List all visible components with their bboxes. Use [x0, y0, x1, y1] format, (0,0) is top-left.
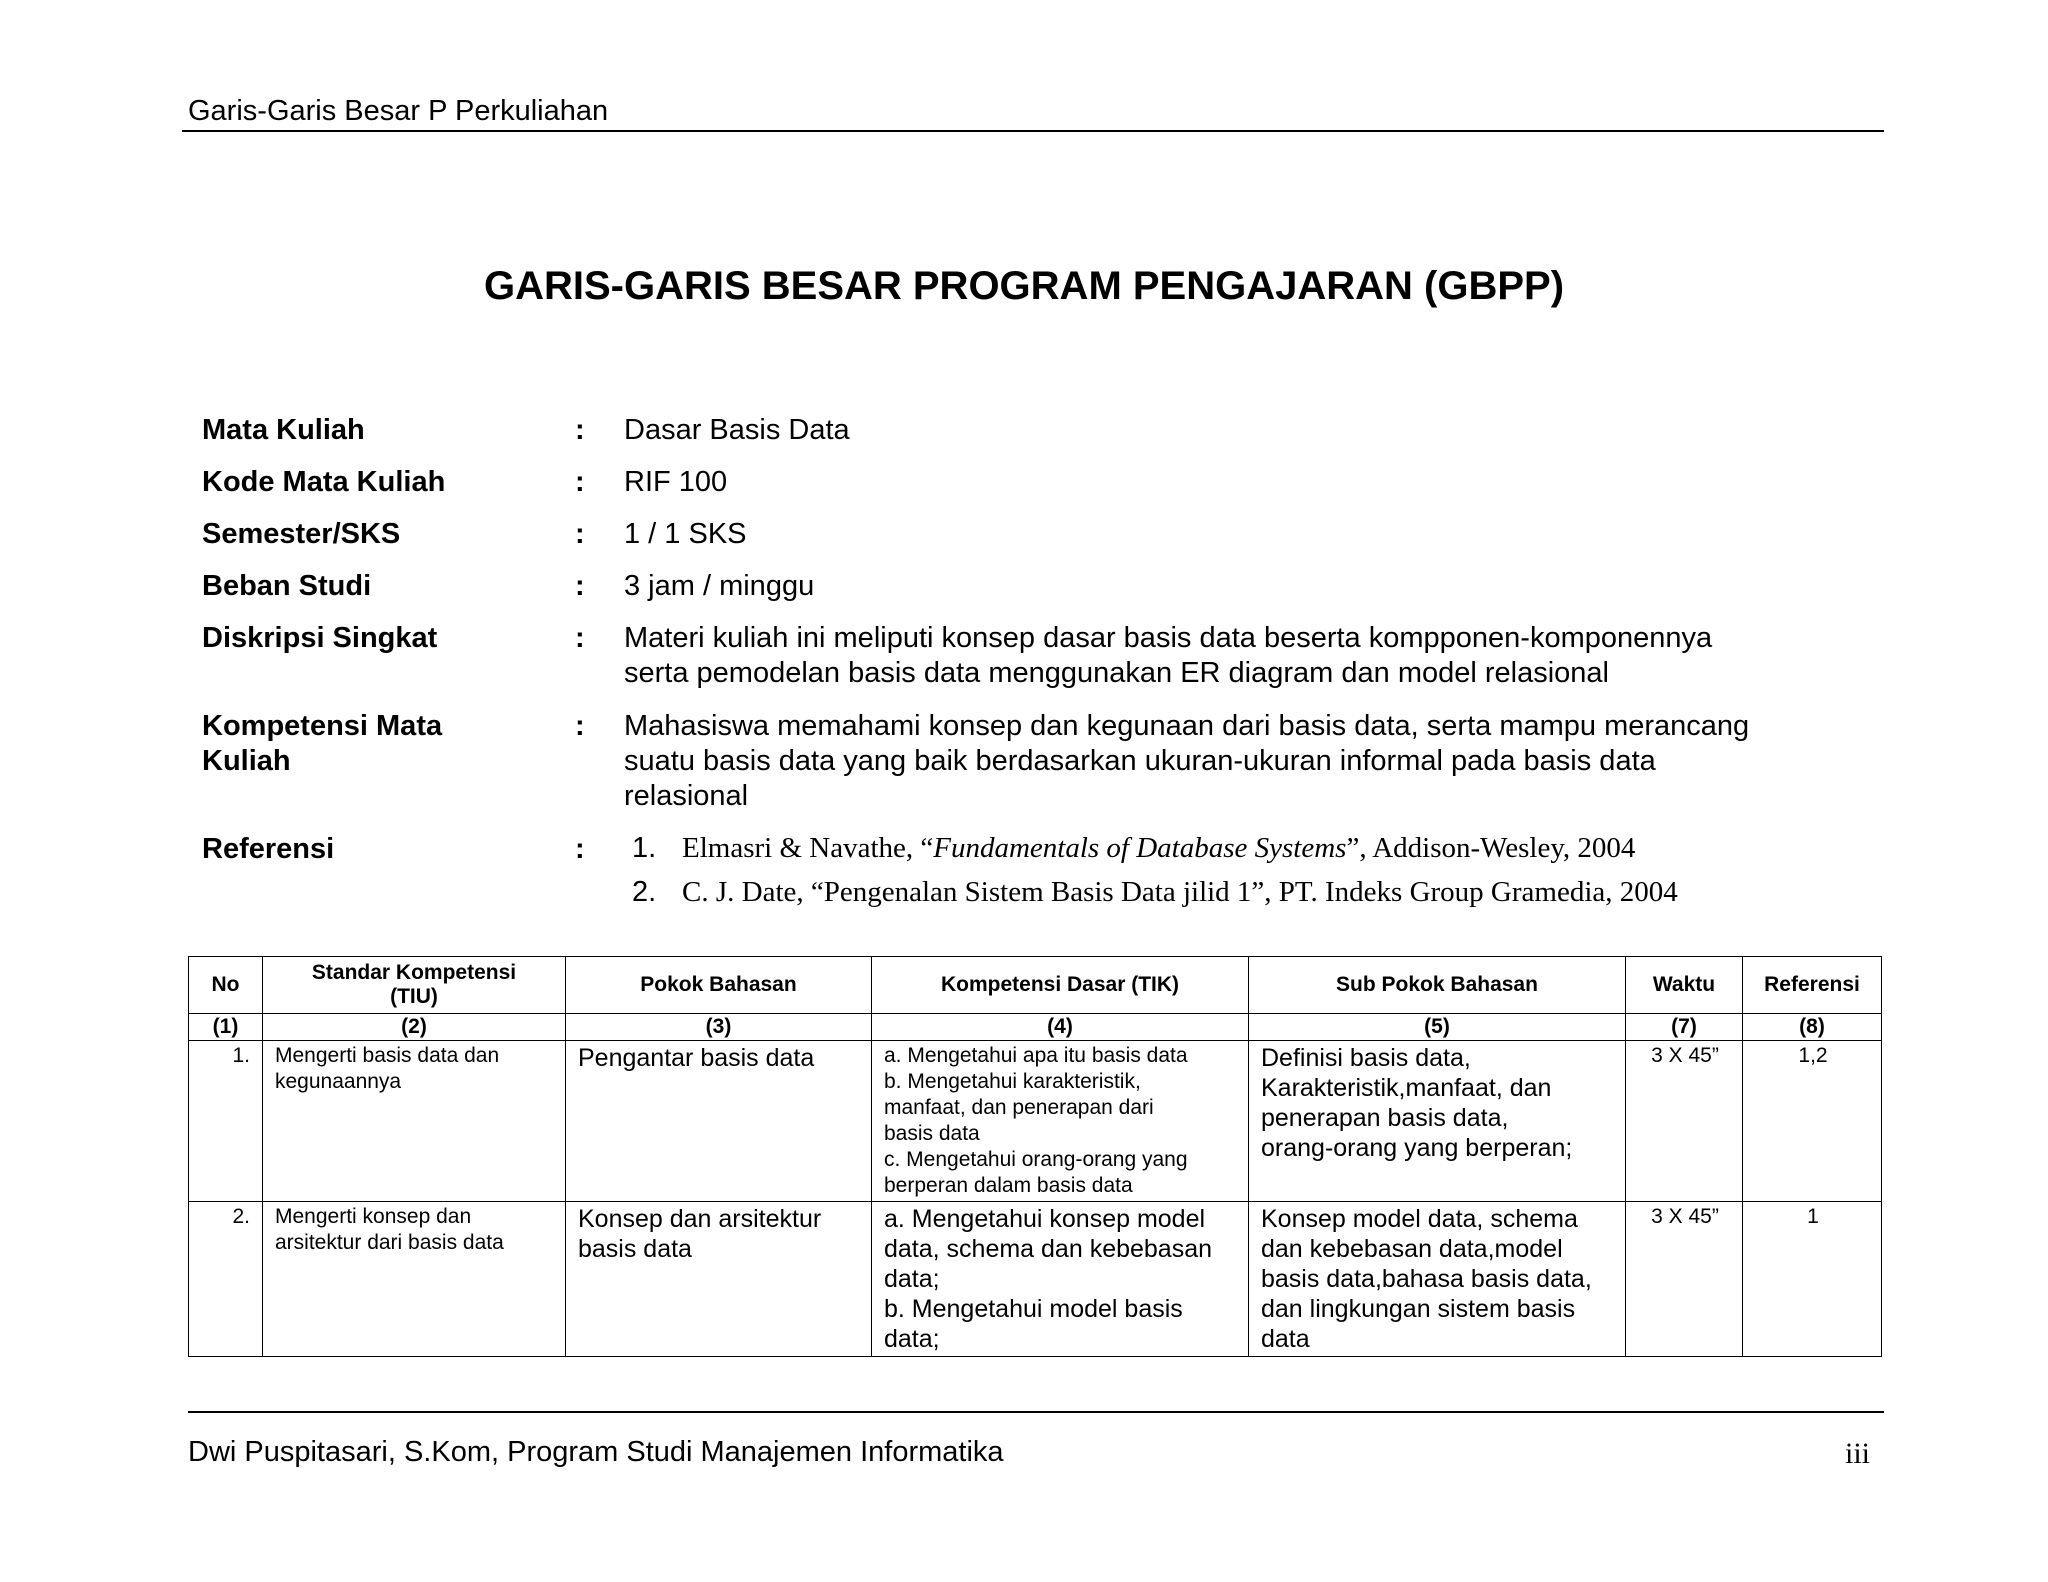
column-header-standar-kompetensi	[263, 957, 566, 1014]
text-line: data	[1261, 1325, 1310, 1353]
text-line: a. Mengetahui konsep model	[884, 1205, 1206, 1233]
gbpp-table	[188, 956, 1882, 1357]
cell-no	[189, 1202, 263, 1357]
text-line: dan lingkungan sistem basis	[1261, 1295, 1576, 1323]
cell-referensi	[1743, 1202, 1882, 1357]
text-line: arsitektur dari basis data	[275, 1231, 504, 1254]
cell-pokok-bahasan	[566, 1202, 872, 1357]
cell-kompetensi-dasar	[872, 1202, 1249, 1357]
text-line: a. Mengetahui apa itu basis data	[884, 1044, 1188, 1067]
page-number: iii	[1844, 1437, 1870, 1470]
label-beban-studi: Beban Studi	[202, 570, 372, 602]
reference-text	[682, 828, 1635, 868]
label-diskripsi-singkat: Diskripsi Singkat	[202, 622, 438, 654]
text-line: Karakteristik,manfaat, dan	[1261, 1074, 1552, 1102]
text-line: b. Mengetahui model basis	[884, 1295, 1183, 1323]
footer-rule	[188, 1411, 1884, 1413]
colon: :	[575, 414, 585, 446]
text-line: Definisi basis data,	[1261, 1044, 1471, 1072]
text-line: Konsep model data, schema	[1261, 1205, 1578, 1233]
cell-waktu	[1626, 1202, 1743, 1357]
reference-text-part: C. J. Date, “Pengenalan Sistem Basis Data jilid 1”, PT. Indeks Group Gramedia, 2004	[682, 876, 1678, 908]
label-kompetensi-mata-kuliah	[202, 709, 562, 779]
reference-item	[632, 828, 1892, 872]
value-kompetensi-mata-kuliah	[624, 709, 1864, 814]
text-line: basis data	[578, 1235, 692, 1263]
colon: :	[575, 833, 585, 865]
column-header-sub-pokok-bahasan: Sub Pokok Bahasan	[1249, 957, 1626, 1014]
cell-standar-kompetensi	[263, 1041, 566, 1202]
text-line: manfaat, dan penerapan dari	[884, 1096, 1154, 1119]
cell-waktu	[1626, 1041, 1743, 1202]
column-number: (2)	[263, 1014, 566, 1041]
header-rule	[182, 130, 1884, 132]
text-line: Pengantar basis data	[578, 1044, 815, 1072]
column-header-referensi: Referensi	[1743, 957, 1882, 1014]
reference-text	[682, 872, 1678, 912]
cell-text: 1	[1807, 1205, 1819, 1228]
label-kode-mata-kuliah: Kode Mata Kuliah	[202, 466, 446, 498]
text-line: basis data	[884, 1122, 980, 1145]
text-line: c. Mengetahui orang-orang yang	[884, 1148, 1188, 1171]
cell-sub-pokok-bahasan	[1249, 1202, 1626, 1357]
text-line: Kuliah	[202, 745, 291, 777]
colon: :	[575, 710, 585, 742]
text-line: kegunaannya	[275, 1070, 402, 1093]
column-number: (8)	[1743, 1014, 1882, 1041]
text-line: serta pemodelan basis data menggunakan ER diagram dan model relasional	[624, 657, 1609, 689]
value-beban-studi: 3 jam / minggu	[624, 570, 815, 602]
column-number: (7)	[1626, 1014, 1743, 1041]
colon: :	[575, 570, 585, 602]
text-line: data, schema dan kebebasan	[884, 1235, 1213, 1263]
cell-no	[189, 1041, 263, 1202]
table-row	[189, 1041, 1882, 1202]
column-header-waktu: Waktu	[1626, 957, 1743, 1014]
cell-sub-pokok-bahasan	[1249, 1041, 1626, 1202]
reference-item	[632, 872, 1892, 916]
cell-text: 1,2	[1798, 1044, 1828, 1067]
text-line: data;	[884, 1325, 940, 1353]
colon: :	[575, 622, 585, 654]
text-line: suatu basis data yang baik berdasarkan ukuran-ukuran informal pada basis data	[624, 745, 1656, 777]
cell-standar-kompetensi	[263, 1202, 566, 1357]
text-line: Standar Kompetensi	[311, 961, 517, 984]
column-header-no: No	[189, 957, 263, 1014]
reference-list	[632, 828, 1892, 916]
text-line: Materi kuliah ini meliputi konsep dasar basis data beserta kompponen-komponennya	[624, 622, 1713, 654]
column-number: (4)	[872, 1014, 1249, 1041]
text-line: berperan dalam basis data	[884, 1174, 1133, 1197]
text-line: Mengerti konsep dan	[275, 1205, 472, 1228]
text-line: Mahasiswa memahami konsep dan kegunaan dari basis data, serta mampu merancang	[624, 710, 1750, 742]
column-number: (1)	[189, 1014, 263, 1041]
running-header: Garis-Garis Besar P Perkuliahan	[188, 95, 609, 127]
document-title: GARIS-GARIS BESAR PROGRAM PENGAJARAN (GBPP)	[483, 264, 1565, 308]
table-column-number-row	[189, 1014, 1882, 1041]
column-header-kompetensi-dasar: Kompetensi Dasar (TIK)	[872, 957, 1249, 1014]
cell-kompetensi-dasar	[872, 1041, 1249, 1202]
value-kode-mata-kuliah: RIF 100	[624, 466, 728, 498]
column-number: (5)	[1249, 1014, 1626, 1041]
reference-title: Fundamentals of Database Systems	[933, 832, 1347, 864]
label-mata-kuliah: Mata Kuliah	[202, 414, 365, 446]
value-mata-kuliah: Dasar Basis Data	[624, 414, 850, 446]
text-line: relasional	[624, 780, 749, 812]
text-line: Mengerti basis data dan	[275, 1044, 500, 1067]
text-line: (TIU)	[390, 985, 438, 1008]
text-line: basis data,bahasa basis data,	[1261, 1265, 1592, 1293]
colon: :	[575, 518, 585, 550]
footer-author: Dwi Puspitasari, S.Kom, Program Studi Manajemen Informatika	[188, 1436, 1004, 1468]
text-line: penerapan basis data,	[1261, 1104, 1509, 1132]
reference-text-part: ”, Addison-Wesley, 2004	[1346, 832, 1636, 864]
cell-referensi	[1743, 1041, 1882, 1202]
reference-number: 2.	[632, 876, 657, 908]
table-header-row	[189, 957, 1882, 1014]
cell-text: 1.	[232, 1044, 250, 1067]
text-line: data;	[884, 1265, 940, 1293]
label-referensi: Referensi	[202, 833, 335, 865]
cell-text: 2.	[232, 1205, 250, 1228]
cell-text: 3 X 45”	[1651, 1044, 1719, 1067]
cell-text: 3 X 45”	[1651, 1205, 1719, 1228]
text-line: dan kebebasan data,model	[1261, 1235, 1563, 1263]
colon: :	[575, 466, 585, 498]
column-number: (3)	[566, 1014, 872, 1041]
label-semester: Semester/SKS	[202, 518, 401, 550]
table-row	[189, 1202, 1882, 1357]
text-line: Konsep dan arsitektur	[578, 1205, 822, 1233]
text-line: Kompetensi Mata	[202, 710, 443, 742]
reference-text-part: Elmasri & Navathe, “	[682, 832, 934, 864]
reference-number: 1.	[632, 832, 657, 864]
value-diskripsi-singkat	[624, 621, 1864, 691]
value-semester: 1 / 1 SKS	[624, 518, 747, 550]
text-line: b. Mengetahui karakteristik,	[884, 1070, 1141, 1093]
text-line: orang-orang yang berperan;	[1261, 1134, 1573, 1162]
column-header-pokok-bahasan: Pokok Bahasan	[566, 957, 872, 1014]
cell-pokok-bahasan	[566, 1041, 872, 1202]
